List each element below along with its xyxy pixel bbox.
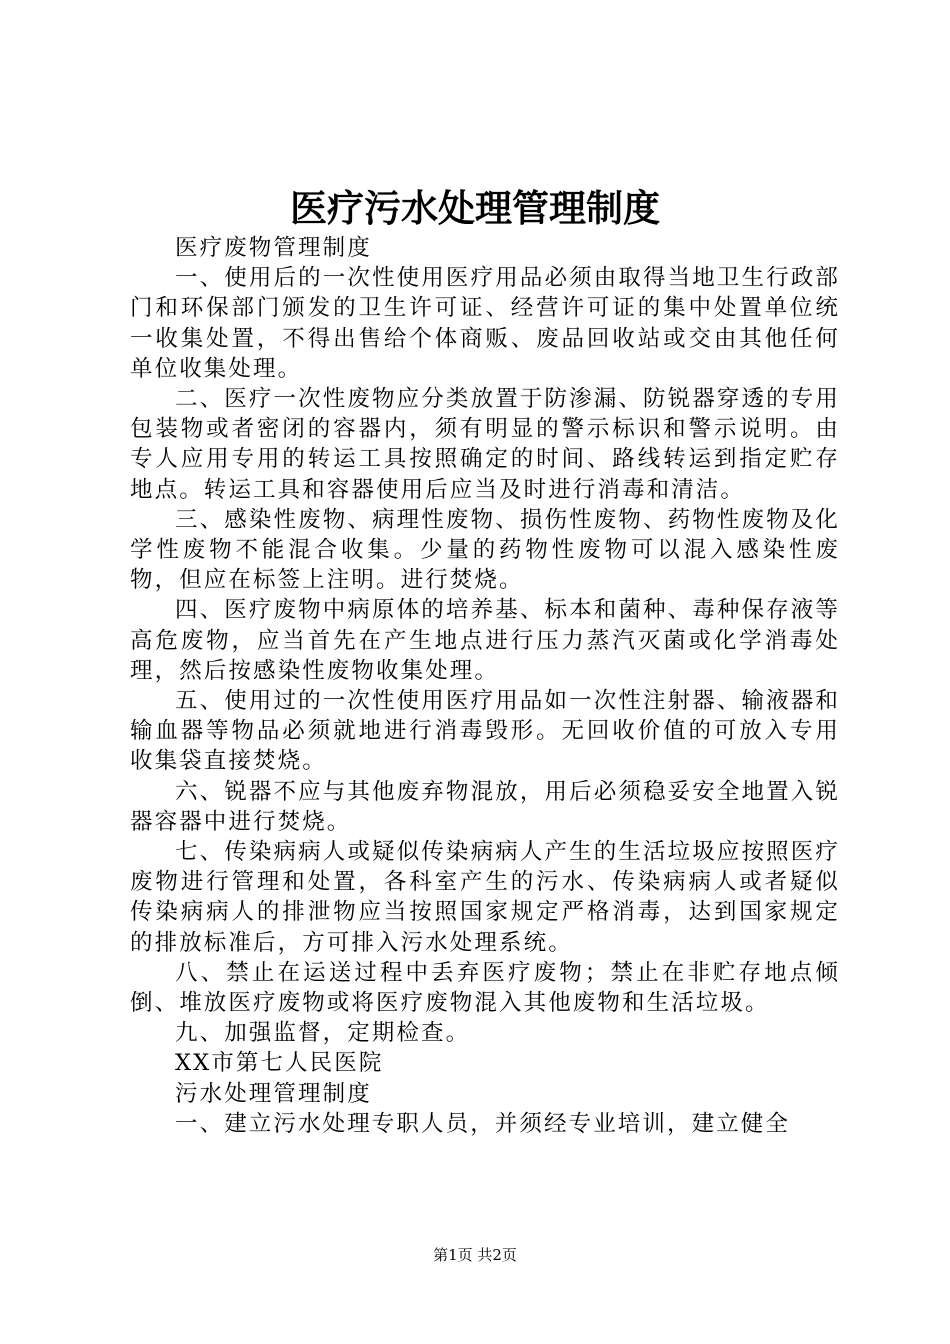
document-body [130, 233, 840, 1139]
page-title: 医疗污水处理管理制度 [290, 186, 660, 230]
paragraph-rule-3: 三、感染性废物、病理性废物、损伤性废物、药物性废物及化学性废物不能混合收集。少量的药物性废物可以混入感染性废物，但应在标签上注明。进行焚烧。 [130, 506, 840, 594]
paragraph-sewage-rule-1: 一、建立污水处理专职人员，并须经专业培训，建立健全 [175, 1110, 791, 1137]
paragraph-rule-6: 六、锐器不应与其他废弃物混放，用后必须稳妥安全地置入锐器容器中进行焚烧。 [130, 778, 840, 835]
paragraph-rule-1: 一、使用后的一次性使用医疗用品必须由取得当地卫生行政部门和环保部门颁发的卫生许可证、经营许可证的集中处置单位统一收集处置，不得出售给个体商贩、废品回收站或交由其他任何单位收集处理。 [130, 265, 840, 382]
paragraph-rule-2: 二、医疗一次性废物应分类放置于防渗漏、防锐器穿透的专用包装物或者密闭的容器内，须有明显的警示标识和警示说明。由专人应用专用的转运工具按照确定的时间、路线转运到指定贮存地点。转运工具和容器使用后应当及时进行消毒和清洁。 [130, 386, 840, 503]
page-footer: 第1页 共2页 [433, 1246, 517, 1264]
paragraph-rule-7: 七、传染病病人或疑似传染病病人产生的生活垃圾应按照医疗废物进行管理和处置，各科室产生的污水、传染病病人或者疑似传染病病人的排泄物应当按照国家规定严格消毒，达到国家规定的排放标准后，方可排入污水处理系统。 [130, 839, 840, 956]
paragraph-rule-5: 五、使用过的一次性使用医疗用品如一次性注射器、输液器和输血器等物品必须就地进行消毒毁形。无回收价值的可放入专用收集袋直接焚烧。 [130, 688, 840, 775]
paragraph-sub-heading: 污水处理管理制度 [175, 1080, 372, 1107]
paragraph-rule-8: 八、禁止在运送过程中丢弃医疗废物；禁止在非贮存地点倾倒、堆放医疗废物或将医疗废物混入其他废物和生活垃圾。 [130, 959, 840, 1017]
paragraph-rule-9: 九、加强监督，定期检查。 [175, 1020, 471, 1047]
paragraph-section-heading: 医疗废物管理制度 [175, 235, 372, 261]
paragraph-hospital-name: XX市第七人民医院 [175, 1050, 384, 1077]
paragraph-rule-4: 四、医疗废物中病原体的培养基、标本和菌种、毒种保存液等高危废物，应当首先在产生地点进行压力蒸汽灭菌或化学消毒处理，然后按感染性废物收集处理。 [130, 597, 840, 684]
